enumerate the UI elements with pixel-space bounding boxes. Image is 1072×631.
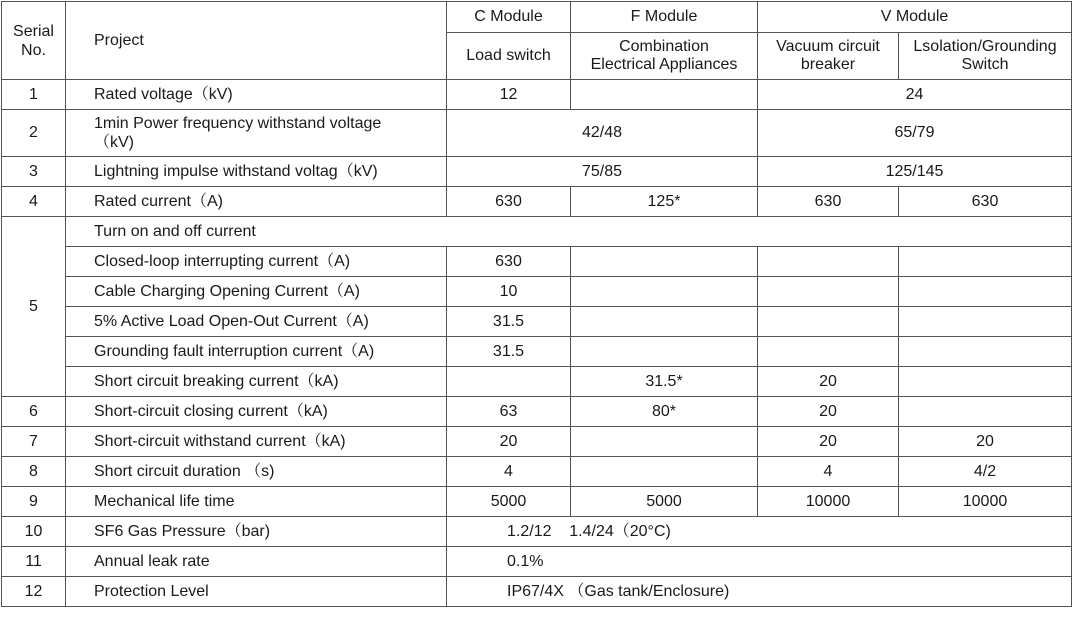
table-row: [2, 277, 1072, 307]
project-cell: Short-circuit withstand current（kA): [66, 427, 447, 457]
project-cell: Rated current（A): [66, 187, 447, 217]
cf-cell: 75/85: [447, 157, 758, 187]
serial-cell: 6: [2, 397, 66, 427]
project-cell: Cable Charging Opening Current（A): [66, 277, 447, 307]
v2-cell: [899, 277, 1072, 307]
v1-cell: [758, 247, 899, 277]
f-cell: 125*: [571, 187, 758, 217]
c-cell: 31.5: [447, 307, 571, 337]
table-row: [2, 397, 1072, 427]
project-cell: Mechanical life time: [66, 487, 447, 517]
table-row: [2, 577, 1072, 607]
serial-cell: 5: [2, 217, 66, 397]
v2-cell: 20: [899, 427, 1072, 457]
table-row: [2, 187, 1072, 217]
v-cell: 65/79: [758, 110, 1072, 157]
serial-cell: 2: [2, 110, 66, 157]
table-row: [2, 487, 1072, 517]
f-cell: [571, 427, 758, 457]
v2-cell: 10000: [899, 487, 1072, 517]
v1-cell: 20: [758, 367, 899, 397]
table-row: [2, 517, 1072, 547]
project-cell: Short circuit duration （s): [66, 457, 447, 487]
value-cell: IP67/4X （Gas tank/Enclosure): [447, 577, 1072, 607]
project-cell: 5% Active Load Open-Out Current（A): [66, 307, 447, 337]
c-cell: 10: [447, 277, 571, 307]
f-cell: [571, 277, 758, 307]
c-cell: 63: [447, 397, 571, 427]
f-cell: 31.5*: [571, 367, 758, 397]
f-cell: [571, 80, 758, 110]
f-cell: 80*: [571, 397, 758, 427]
serial-cell: 4: [2, 187, 66, 217]
section-heading: Turn on and off current: [66, 217, 1072, 247]
project-cell: 1min Power frequency withstand voltage （kV): [66, 110, 447, 157]
cf-cell: 42/48: [447, 110, 758, 157]
f-cell: 5000: [571, 487, 758, 517]
table-row: [2, 217, 1072, 247]
f-cell: [571, 247, 758, 277]
table-row: [2, 337, 1072, 367]
serial-cell: 12: [2, 577, 66, 607]
table-row: [2, 427, 1072, 457]
v2-cell: [899, 367, 1072, 397]
project-cell: Protection Level: [66, 577, 447, 607]
c-cell: 630: [447, 247, 571, 277]
v1-cell: 20: [758, 397, 899, 427]
f-cell: [571, 457, 758, 487]
v2-cell: [899, 337, 1072, 367]
c-sub-header: Load switch: [447, 33, 571, 80]
v1-cell: [758, 307, 899, 337]
spec-table: [1, 1, 1072, 607]
f-cell: [571, 337, 758, 367]
value-cell: 1.2/12 1.4/24（20°C): [447, 517, 1072, 547]
project-cell: Grounding fault interruption current（A): [66, 337, 447, 367]
serial-cell: 10: [2, 517, 66, 547]
value-cell: 0.1%: [447, 547, 1072, 577]
v1-cell: [758, 337, 899, 367]
table-row: [2, 80, 1072, 110]
serial-cell: 9: [2, 487, 66, 517]
v1-cell: 4: [758, 457, 899, 487]
serial-cell: 1: [2, 80, 66, 110]
c-cell: 31.5: [447, 337, 571, 367]
project-cell: Short-circuit closing current（kA): [66, 397, 447, 427]
c-module-header: C Module: [447, 2, 571, 33]
v1-cell: 10000: [758, 487, 899, 517]
c-cell: 5000: [447, 487, 571, 517]
project-cell: Closed-loop interrupting current（A): [66, 247, 447, 277]
project-header: Project: [66, 2, 447, 80]
table-row: [2, 157, 1072, 187]
c-cell: [447, 367, 571, 397]
table-row: [2, 457, 1072, 487]
project-cell: Rated voltage（kV): [66, 80, 447, 110]
c-cell: 4: [447, 457, 571, 487]
v-sub-header-switch: Lsolation/Grounding Switch: [899, 33, 1072, 80]
v2-cell: [899, 397, 1072, 427]
v-module-header: V Module: [758, 2, 1072, 33]
f-cell: [571, 307, 758, 337]
c-cell: 20: [447, 427, 571, 457]
table-row: [2, 307, 1072, 337]
v1-cell: [758, 277, 899, 307]
table-row: [2, 247, 1072, 277]
c-cell: 12: [447, 80, 571, 110]
serial-cell: 11: [2, 547, 66, 577]
project-cell: Short circuit breaking current（kA): [66, 367, 447, 397]
v2-cell: 4/2: [899, 457, 1072, 487]
serial-cell: 3: [2, 157, 66, 187]
v-sub-header-breaker: Vacuum circuit breaker: [758, 33, 899, 80]
table-row: [2, 367, 1072, 397]
v2-cell: [899, 307, 1072, 337]
serial-cell: 7: [2, 427, 66, 457]
project-cell: Annual leak rate: [66, 547, 447, 577]
project-cell: Lightning impulse withstand voltag（kV): [66, 157, 447, 187]
table-row: [2, 110, 1072, 157]
v-cell: 24: [758, 80, 1072, 110]
project-cell: SF6 Gas Pressure（bar): [66, 517, 447, 547]
f-sub-header: Combination Electrical Appliances: [571, 33, 758, 80]
serial-header: Serial No.: [2, 2, 66, 80]
v2-cell: [899, 247, 1072, 277]
f-module-header: F Module: [571, 2, 758, 33]
header-row-1: [2, 2, 1072, 33]
v-cell: 125/145: [758, 157, 1072, 187]
v1-cell: 630: [758, 187, 899, 217]
v2-cell: 630: [899, 187, 1072, 217]
c-cell: 630: [447, 187, 571, 217]
v1-cell: 20: [758, 427, 899, 457]
table-row: [2, 547, 1072, 577]
serial-cell: 8: [2, 457, 66, 487]
